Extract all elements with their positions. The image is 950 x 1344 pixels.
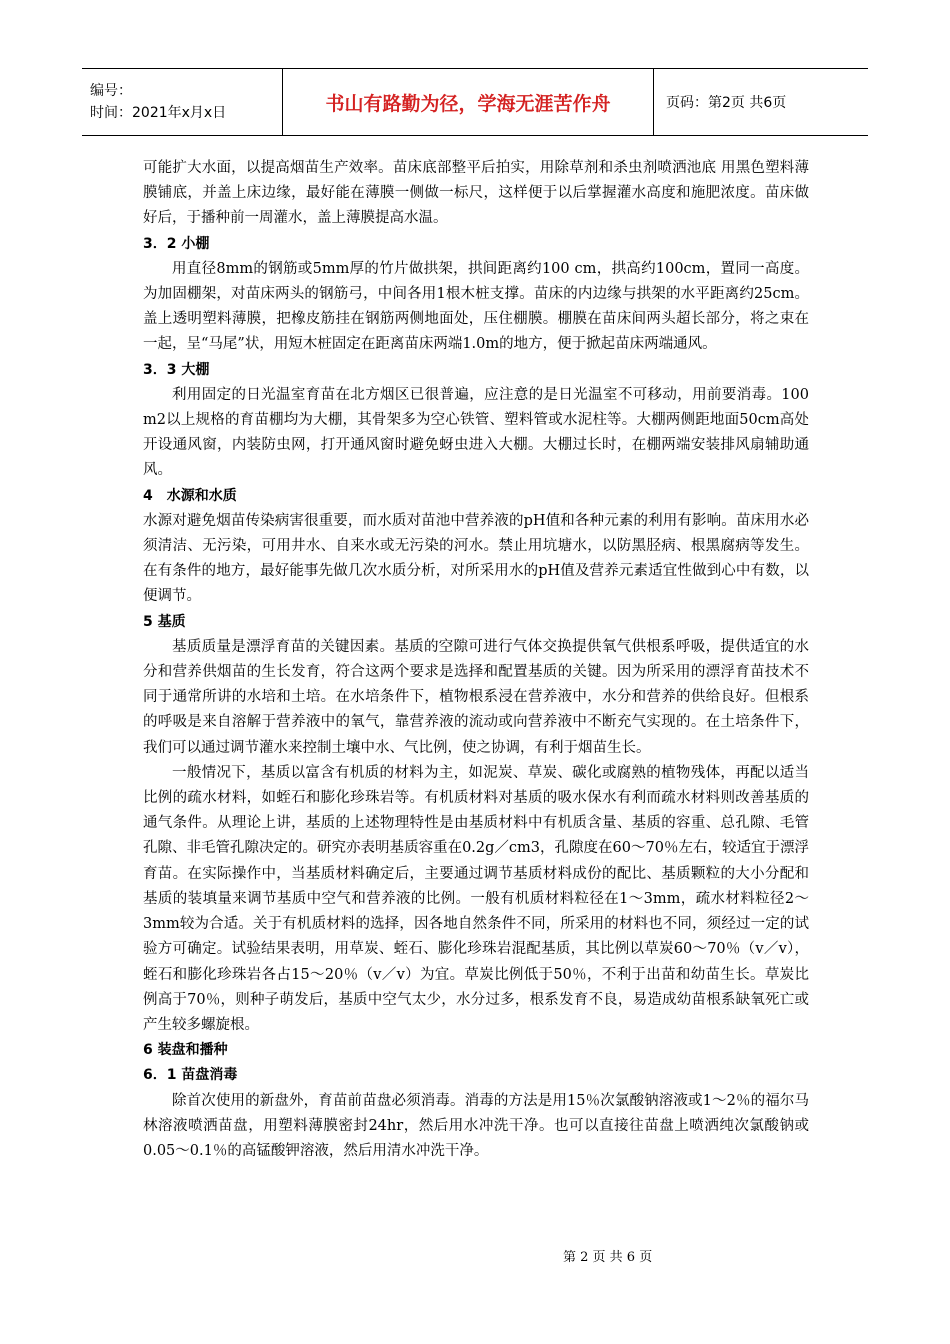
header-page-info: 页码：第2页 共6页 xyxy=(666,95,787,111)
paragraph-water: 水源对避免烟苗传染病害很重要，而水质对苗池中营养液的pH值和各种元素的利用有影响。苗床用水必须清洁、无污染，可用井水、自来水或无污染的河水。禁止用坑塘水，以防黑胫病、根黑腐病等发生。在有条件的地方，最好能事先做几次水质分析，对所采用水的pH值及营养元素适宜性做到心中有数，以便调节。 xyxy=(143,512,809,605)
document-body xyxy=(143,156,809,1164)
page-header xyxy=(82,68,868,136)
paragraph-intro: 可能扩大水面，以提高烟苗生产效率。苗床底部整平后拍实，用除草剂和杀虫剂喷洒池底 用黑色塑料薄膜铺底，并盖上床边缘，最好能在薄膜一侧做一标尺，这样便于以后掌握灌水高度和施肥浓度。苗床做好后，于播种前一周灌水，盖上薄膜提高水温。 xyxy=(143,160,809,227)
heading-5: 5 基质 xyxy=(143,613,186,630)
heading-4: 4 水源和水质 xyxy=(143,487,237,504)
paragraph-substrate-2: 一般情况下，基质以富含有机质的材料为主，如泥炭、草炭、碳化或腐熟的植物残体，再配以适当比例的疏水材料，如蛭石和膨化珍珠岩等。有机质材料对基质的吸水保水有利而疏水材料则改善基质的通气条件。从理论上讲，基质的上述物理特性是由基质材料中有机质含量、基质的容重、总孔隙、毛管孔隙、非毛管孔隙决定的。研究亦表明基质容重在0.2g／cm3，孔隙度在60～70％左右，较适宜于漂浮育苗。在实际操作中，当基质材料确定后，主要通过调节基质材料成份的配比、基质颗粒的大小分配和基质的装填量来调节基质中空气和营养液的比例。一般有机质材料粒径在1～3mm，疏水材料粒径2～3mm较为合适。关于有机质材料的选择，因各地自然条件不同，所采用的材料也不同，须经过一定的试验方可确定。试验结果表明，用草炭、蛭石、膨化珍珠岩混配基质，其比例以草炭60～70％（v／v），蛭石和膨化珍珠岩各占15～20％（v／v）为宜。草炭比例低于50％，不利于出苗和幼苗生长。草炭比例高于70％，则种子萌发后，基质中空气太少，水分过多，根系发育不良，易造成幼苗根系缺氧死亡或产生较多螺旋根。 xyxy=(143,764,809,1033)
header-meta xyxy=(82,69,282,135)
paragraph-tray-disinfection: 除首次使用的新盘外，育苗前苗盘必须消毒。消毒的方法是用15％次氯酸钠溶液或1～2％的福尔马林溶液喷洒苗盘，用塑料薄膜密封24hr，然后用水冲洗干净。也可以直接往苗盘上喷洒纯次氯酸钠或0.05～0.1％的高锰酸钾溶液，然后用清水冲洗干净。 xyxy=(143,1092,809,1159)
header-motto: 书山有路勤为径，学海无涯苦作舟 xyxy=(282,69,654,135)
document-number-label: 编号： xyxy=(90,83,132,99)
heading-3-3: 3．3 大棚 xyxy=(143,361,210,378)
paragraph-large-shed: 利用固定的日光温室育苗在北方烟区已很普遍，应注意的是日光温室不可移动，用前要消毒。100 m2以上规格的育苗棚均为大棚，其骨架多为空心铁管、塑料管或水泥柱等。大棚两侧距地面50cm高处开设通风窗，内装防虫网，打开通风窗时避免蚜虫进入大棚。大棚过长时，在棚两端安装排风扇辅助通风。 xyxy=(143,386,809,479)
heading-3-2: 3．2 小棚 xyxy=(143,235,210,252)
document-time-label: 时间：2021年x月x日 xyxy=(90,105,227,121)
heading-6-1: 6．1 苗盘消毒 xyxy=(143,1067,238,1084)
heading-6: 6 装盘和播种 xyxy=(143,1042,228,1059)
paragraph-substrate-1: 基质质量是漂浮育苗的关键因素。基质的空隙可进行气体交换提供氧气供根系呼吸，提供适宜的水分和营养供烟苗的生长发育，符合这两个要求是选择和配置基质的关键。因为所采用的漂浮育苗技术不同于通常所讲的水培和土培。在水培条件下，植物根系浸在营养液中，水分和营养的供给良好。但根系的呼吸是来自溶解于营养液中的氧气，靠营养液的流动或向营养液中不断充气实现的。在土培条件下，我们可以通过调节灌水来控制土壤中水、气比例，使之协调，有利于烟苗生长。 xyxy=(143,638,809,756)
paragraph-small-shed: 用直径8mm的钢筋或5mm厚的竹片做拱架，拱间距离约100 cm，拱高约100cm，置同一高度。为加固棚架，对苗床两头的钢筋弓，中间各用1根木桩支撑。苗床的内边缘与拱架的水平距离约25cm。盖上透明塑料薄膜，把橡皮筋挂在钢筋两侧地面处，压住棚膜。棚膜在苗床间两头超长部分，将之束在一起，呈“马尾”状，用短木桩固定在距离苗床两端1.0m的地方，便于掀起苗床两端通风。 xyxy=(143,260,809,353)
footer-page-number: 第 2 页 共 6 页 xyxy=(563,1250,653,1265)
